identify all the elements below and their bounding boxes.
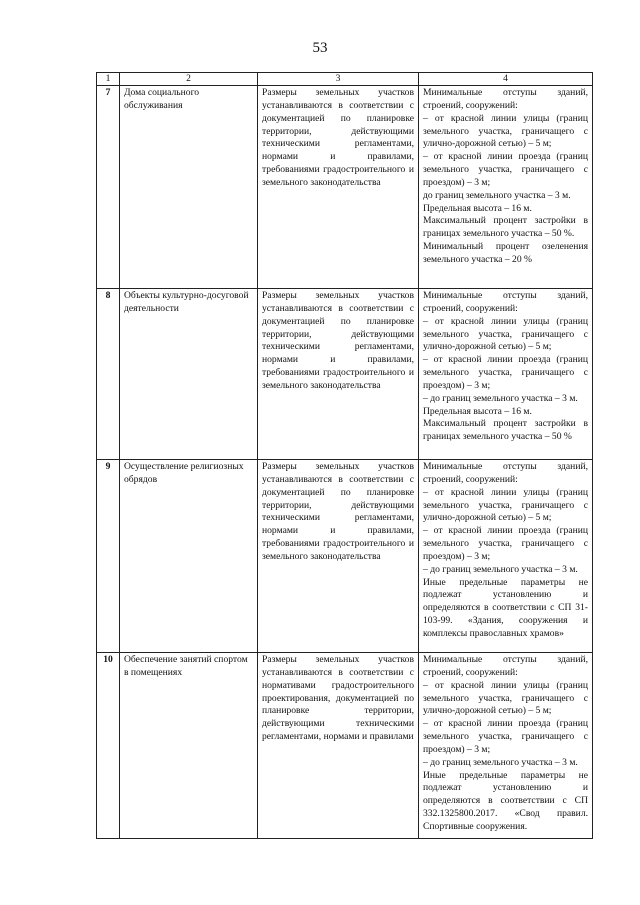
use-type-name: Осуществление религиозных обрядов (120, 459, 258, 652)
plot-size-rule: Размеры земельных участков устанавливаются в соответствии с нормативами градостроительного проектирования, документацией по планировке территории, действующими техническими регламентами, нормами и правилами (258, 652, 419, 838)
parameter-line: – до границ земельного участка – 3 м. (423, 756, 578, 768)
header-col-2: 2 (120, 73, 258, 86)
row-number: 8 (97, 288, 120, 459)
table-row (97, 459, 593, 652)
parameter-line: Максимальный процент застройки в границах земельного участка – 50 %. (423, 215, 588, 240)
table-row (97, 652, 593, 838)
parameter-line: – от красной линии проезда (границ земельного участка, граничащего с проездом) – 3 м; (423, 151, 588, 188)
build-parameters (419, 85, 593, 288)
parameter-line: Минимальные отступы зданий, строений, сооружений: (423, 460, 588, 485)
parameter-line: – от красной линии улицы (границ земельного участка, граничащего с улично-дорожной сетью) – 5 м; (423, 315, 588, 353)
build-parameters (419, 652, 593, 838)
table-row (97, 85, 593, 288)
row-number: 10 (97, 652, 120, 838)
parameter-line: Иные предельные параметры не подлежат установлению и определяются в соответствии с СП 332.1325800.2017. «Свод правил. Спортивные сооружения. (423, 769, 588, 832)
parameter-line: Максимальный процент застройки в границах земельного участка – 50 % (423, 418, 588, 443)
parameter-line: Предельная высота – 16 м. (423, 405, 532, 417)
parameter-line: – от красной линии улицы (границ земельного участка, граничащего с улично-дорожной сетью) – 5 м; (423, 486, 588, 524)
table-row (97, 288, 593, 459)
use-type-name: Обеспечение занятий спортом в помещениях (120, 652, 258, 838)
header-col-3: 3 (258, 73, 419, 86)
row-number: 7 (97, 85, 120, 288)
use-type-name: Объекты культурно-досуговой деятельности (120, 288, 258, 459)
parameter-line: – до границ земельного участка – 3 м. (423, 563, 578, 575)
parameter-line: – от красной линии проезда (границ земельного участка, граничащего с проездом) – 3 м; (423, 525, 588, 562)
parameter-line: Минимальный процент озеленения земельного участка – 20 % (423, 241, 588, 265)
parameter-line: Минимальные отступы зданий, строений, сооружений: (423, 289, 588, 314)
build-parameters (419, 288, 593, 459)
parameter-line: – от красной линии проезда (границ земельного участка, граничащего с проездом) – 3 м; (423, 718, 588, 755)
parameter-line: – до границ земельного участка – 3 м. (423, 392, 578, 404)
parameter-line: – от красной линии проезда (границ земельного участка, граничащего с проездом) – 3 м; (423, 354, 588, 391)
parameter-line: – от красной линии улицы (границ земельного участка, граничащего с улично-дорожной сетью) – 5 м; (423, 112, 588, 150)
plot-size-rule: Размеры земельных участков устанавливаются в соответствии с документацией по планировке территории, действующими техническими регламентами, нормами и правилами, требованиями градостроительного и земельного законодательства (258, 85, 419, 288)
plot-size-rule: Размеры земельных участков устанавливаются в соответствии с документацией по планировке территории, действующими техническими регламентами, нормами и правилами, требованиями градостроительного и земельного законодательства (258, 288, 419, 459)
parameter-line: Предельная высота – 16 м. (423, 202, 532, 214)
parameter-line: – от красной линии улицы (границ земельного участка, граничащего с улично-дорожной сетью) – 5 м; (423, 679, 588, 717)
parameter-line: до границ земельного участка – 3 м. (423, 189, 571, 201)
regulations-table (96, 72, 593, 839)
parameter-line: Иные предельные параметры не подлежат установлению и определяются в соответствии с СП 31-103-99. «Здания, сооружения и комплексы православных храмов» (423, 576, 588, 639)
row-number: 9 (97, 459, 120, 652)
parameter-line: Минимальные отступы зданий, строений, сооружений: (423, 86, 588, 111)
header-col-4: 4 (419, 73, 593, 86)
plot-size-rule: Размеры земельных участков устанавливаются в соответствии с документацией по планировке территории, действующими техническими регламентами, нормами и правилами, требованиями градостроительного и земельного законодательства (258, 459, 419, 652)
use-type-name: Дома социального обслуживания (120, 85, 258, 288)
parameter-line: Минимальные отступы зданий, строений, сооружений: (423, 653, 588, 678)
header-row (97, 73, 593, 86)
build-parameters (419, 459, 593, 652)
page-number: 53 (312, 40, 328, 56)
header-col-1: 1 (97, 73, 120, 86)
